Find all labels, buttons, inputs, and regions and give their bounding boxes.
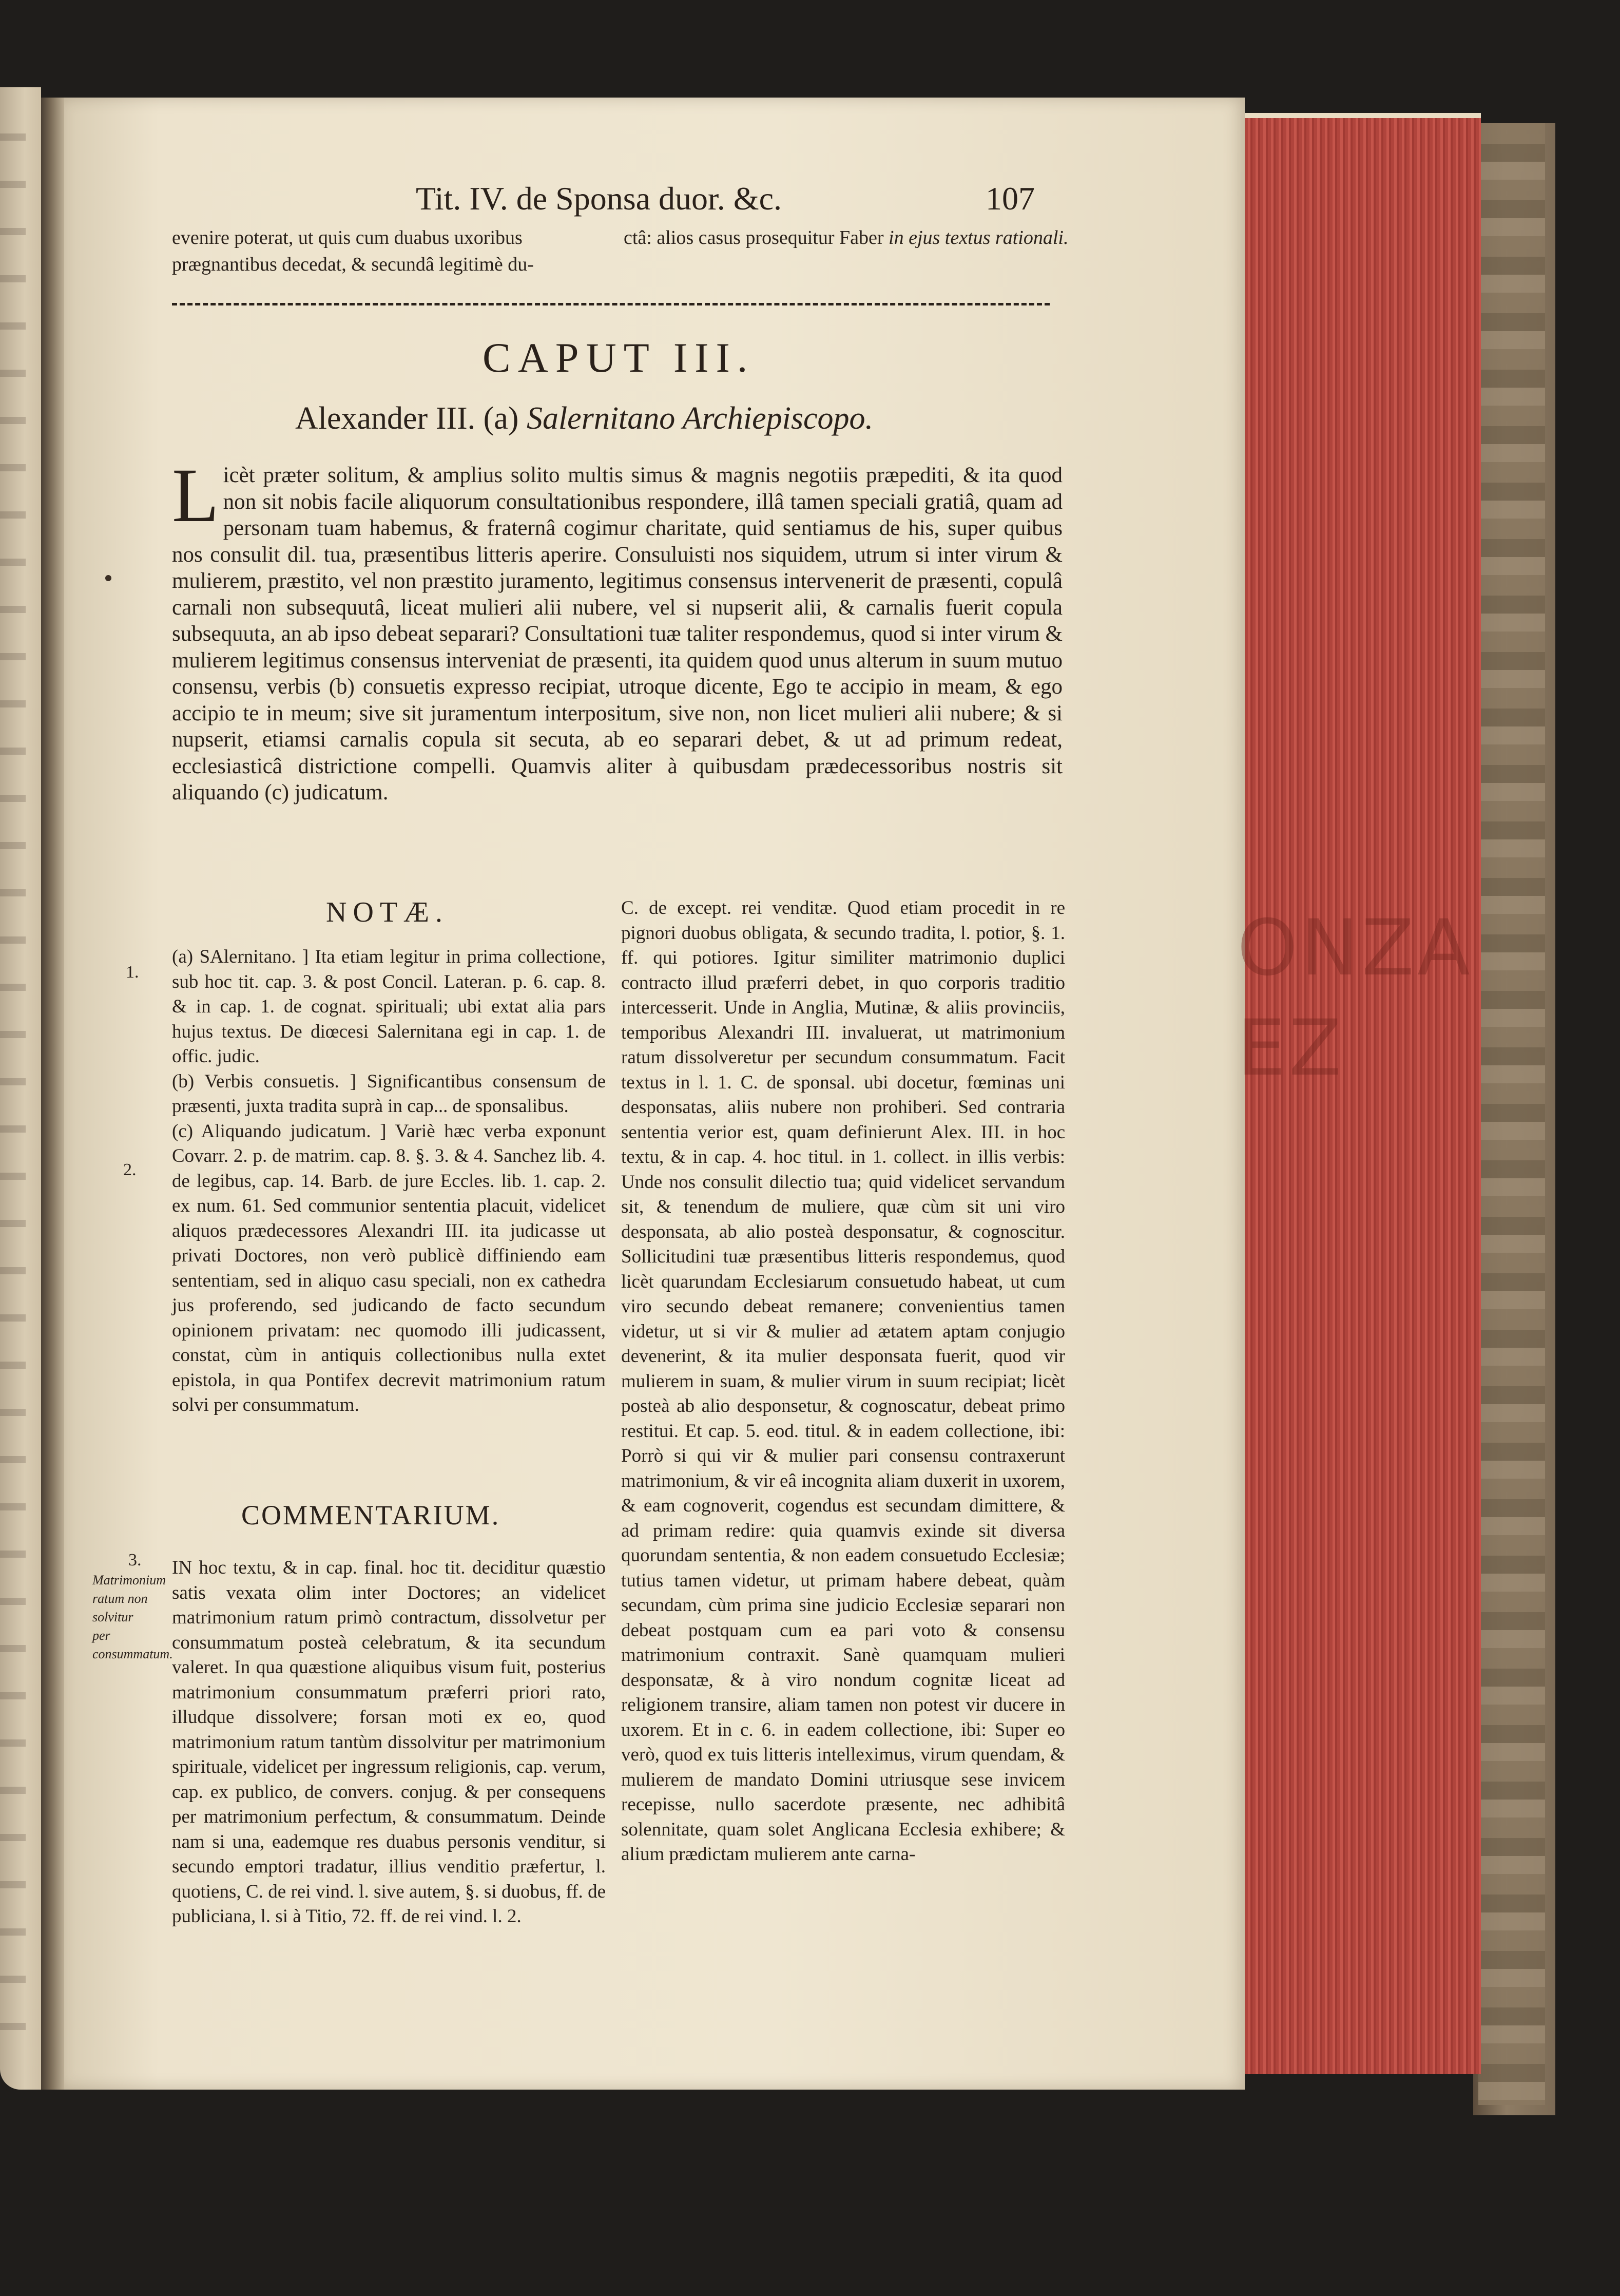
- note-b: (b) Verbis consuetis. ] Significantibus consensum de præsenti, juxta tradita suprà in cap... de sponsalibus.: [172, 1070, 606, 1117]
- chapter-subtitle: [295, 400, 1116, 437]
- running-head: [416, 180, 1134, 231]
- subtitle-plain: Alexander III. (a): [295, 401, 519, 436]
- decretal-body: icèt præter solitum, & amplius solito multis simus & magnis negotiis præpediti, & ita quod non sit nobis facile aliquorum consultationibus respondere, illâ tamen speciali gratiâ, quam ad personam tuam habemus, & fraternâ cogimur charitate, quid sentiamus de his, super quibus nos consulit dil. tua, præsentibus litteris aperire. Consuluisti nos siquidem, utrum si inter virum & mulierem, præstito, vel non præstito juramento, legitimus consensus intervenerit de præsenti, copulâ carnali non subsequutâ, liceat mulieri alii nubere, vel si nupserit alii, & carnalis fuerit copula subsequuta, an ab ipso debeat separari? Consultationi tuæ taliter respondemus, quod si inter virum & mulierem legitimus consensus interveniat de præsenti, ita quidem quod unus alterum in suum mutuo consensu, verbis (b) consuetis expresso recipiat, utroque dicente, Ego te accipio in meam, & ego accipio te in meum; sive sit juramentum interpositum, sive non, non licet mulieri alii nubere; & si nupserit, etiamsi carnalis copula sit secuta, ab eo separari debet, & ut ad primum redeat, ecclesiasticâ districtione compelli. Quamvis aliter à quibusdam prædecessoribus nostris sit aliquando (c) judicatum.: [172, 463, 1063, 805]
- notae-heading: NOTÆ.: [326, 896, 449, 928]
- cover-board: [1478, 123, 1545, 2105]
- subtitle-italic: Salernitano Archiepiscopo.: [526, 401, 873, 436]
- commentarium-text: IN hoc textu, & in cap. final. hoc tit. deciditur quæstio satis vexata olim inter Doctores; an videlicet matrimonium ratum primò contractum, dissolvetur per consummatum posteà celebratum, & ita secundum valeret. In qua quæstione aliquibus visum fuit, posterius matrimonium consummatum præferri priori rato, illudque dissolvere; forsan moti ex eo, quod matrimonium ratum tantùm dissolvitur per matrimonium spirituale, videlicet per ingressum religionis, cap. verum, cap. ex publico, de convers. conjug. & per consequens per matrimonium perfectum, & consummatum. Deinde nam si una, eademque res duabus personis venditur, si secundo emptori tradatur, illius venditio præfertur, l. quotiens, C. de rei vind. l. sive autem, §. si duobus, ff. de publiciana, l. si à Titio, 72. ff. de rei vind. l. 2.: [172, 1557, 606, 1927]
- commentarium-heading: COMMENTARIUM.: [241, 1500, 500, 1530]
- page-number: 107: [986, 180, 1035, 217]
- carryover-left: evenire poterat, ut quis cum duabus uxoribus prægnantibus decedat, & secundâ legitimè du-: [172, 227, 534, 275]
- ink-speck: [105, 575, 111, 581]
- note-c: (c) Aliquando judicatum. ] Variè hæc verba exponunt Covarr. 2. p. de matrim. cap. 8. §. 3. & 4. Sanchez lib. 4. de legibus, cap. 14. Barb. de jure Eccles. lib. 1. cap. 2. ex num. 61. Sed communior sententia placuit, videlicet aliquos prædecessores Alexandri III. ita judicasse ut privati Doctores, non verò publicè diffiniendo eam sententiam, sed in aliquo casu speciali, non ex cathedra jus proferendo, sed judicando de facto secundum opinionem privatam: nec quomodo illi judicassent, constat, cùm in antiquis collectionibus nulla extet epistola, in qua Pontifex decrevit matrimonium ratum solvi per consummatum.: [172, 1120, 606, 1415]
- edge-stamp: ONZA EZ: [1237, 904, 1473, 1093]
- right-column-text: C. de except. rei venditæ. Quod etiam procedit in re pignori duobus obligata, & secundo tradita, l. potior, §. 1. ff. qui potiores. Igitur similiter matrimonio duplici contracto illud præferri debet, in quo corporis traditio intercesserit. Unde in Anglia, Mutinæ, & aliis provinciis, temporibus Alexandri III. invaluerat, ut matrimonium ratum dissolveretur per secundum consummatum. Facit textus in l. 1. C. de sponsal. ubi docetur, fœminas uni desponsatas, aliis nubere non prohiberi. Sed contraria sententia verior est, quam definierunt Alex. III. in hoc textu, & in cap. 4. hoc titul. in 1. collect. in illis verbis: Unde nos consulit dilectio tua; quid videlicet servandum sit, & tenendum de muliere, quæ cùm sit uni viro desponsata, ab alio posteà desponsatur, & cognoscitur. Sollicitudini tuæ præsentibus litteris respondemus, quod licèt quarundam Ecclesiarum consuetudo habeat, ut cum viro secundo debeat remanere; convenientius tamen videtur, ut si vir & mulier ad ætatem aptam conjugio devenerint, & ita mulier desponsata fuerit, quod vir mulierem in suam, & mulier virum in suum recipiat; licèt posteà ab alio desponsetur, & cognoscatur, debeat primo restitui. Et cap. 5. eod. titul. & in eadem collectione, ibi: Porrò si qui vir & mulier pari consensu contraxerunt matrimonium, & vir eâ incognita aliam duxerit in uxorem, & eam cognoverit, cogendus est secundam dimittere, & ad primam redire: quia quamvis exinde sit diversa quorundam sententia, & non eadem consuetudo Ecclesiæ; tutius tamen videtur, ut primam habere debeat, quàm secundam, cùm prima sine judicio Ecclesiæ separari non debeat postquam cum ea pari voto & consensu matrimonium contraxit. Sanè quamquam mulieri desponsatæ, & à viro nondum cognitæ liceat ad religionem transire, aliam tamen non potest vir ducere in uxorem. Et in c. 6. in eadem collectione, ibi: Super eo verò, quod ex tuis litteris intelleximus, virum quendam, & mulierem de mandato Domini utriusque sese invicem recepisse, nullo sacerdote præsente, nec adhibitâ solennitate, quam solet Anglicana Ecclesia exhibere; & alium prædictam mulierem ante carna-: [621, 897, 1065, 1865]
- running-title: Tit. IV. de Sponsa duor. &c.: [416, 180, 782, 217]
- commentarium-column: [172, 1556, 606, 1929]
- previous-page-text-edge: [0, 133, 26, 2033]
- decretal-text: [172, 453, 1063, 806]
- margin-number-1: 1.: [126, 963, 139, 982]
- margin-number-3: 3.: [128, 1551, 142, 1570]
- margin-note-3: Matrimonium ratum non solvitur per consummatum.: [92, 1573, 173, 1661]
- right-column: [621, 896, 1065, 1867]
- carryover-right-text: ctâ: alios casus prosequitur Faber: [624, 227, 884, 248]
- note-a: (a) SAlernitano. ] Ita etiam legitur in prima collectione, sub hoc tit. cap. 3. & post Concil. Lateran. p. 6. cap. 8. & in cap. 1. de cognat. spirituali; ubi extat alia pars hujus textus. De diœcesi Salernitana egi in cap. 1. de offic. judic.: [172, 946, 606, 1067]
- notes-column: [172, 945, 606, 1418]
- book-gutter: [41, 98, 67, 2090]
- margin-number-2: 2.: [123, 1160, 137, 1179]
- divider-rule: [172, 303, 1050, 305]
- carryover-right: [624, 224, 1086, 251]
- drop-cap: L: [172, 453, 219, 538]
- carryover-right-italic: in ejus textus rationali.: [889, 227, 1069, 248]
- chapter-title: CAPUT III.: [483, 334, 755, 381]
